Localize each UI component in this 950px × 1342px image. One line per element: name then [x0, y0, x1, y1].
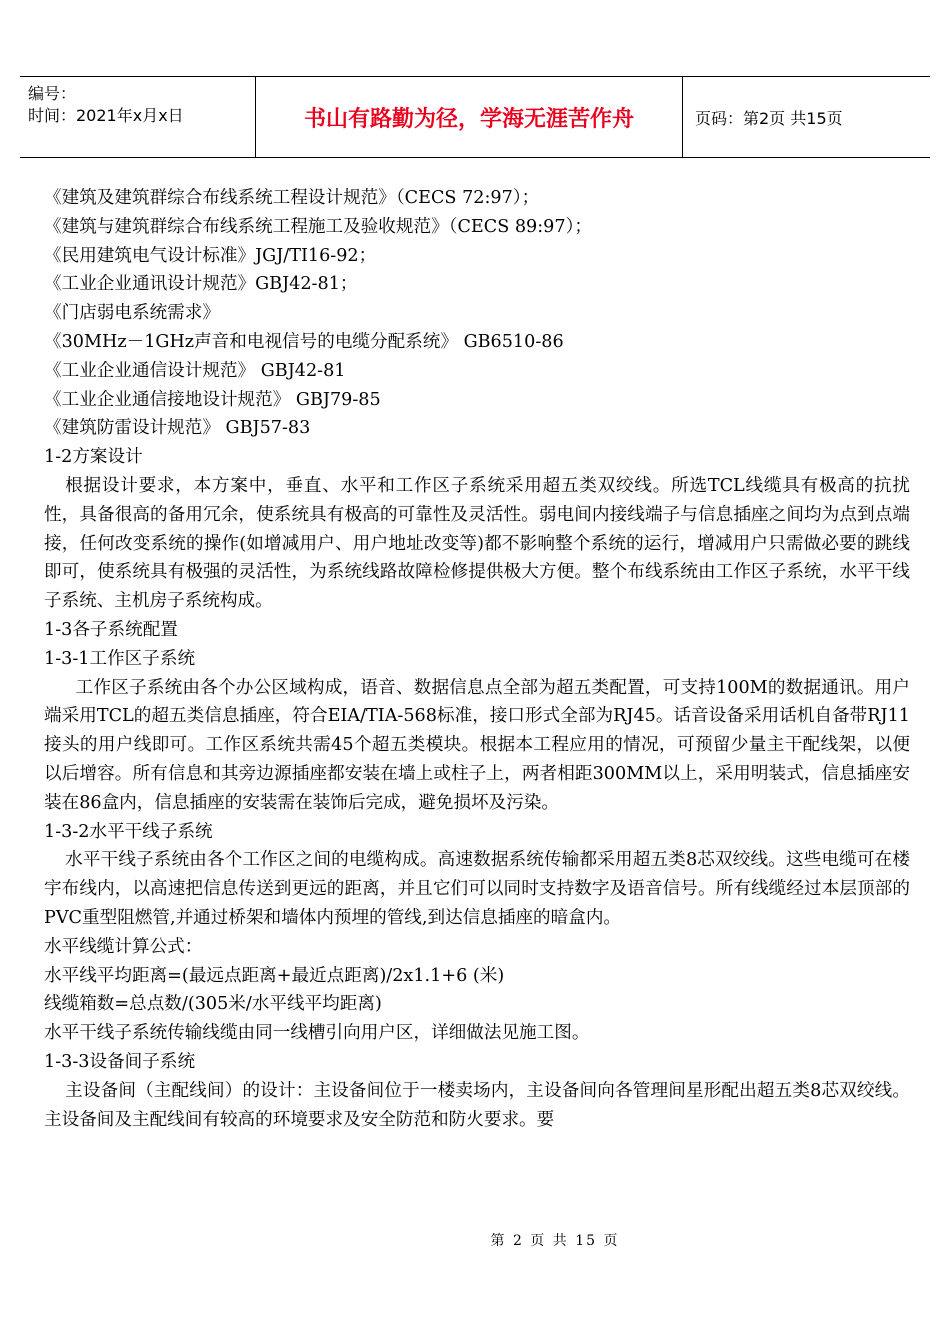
paragraph: 根据设计要求，本方案中，垂直、水平和工作区子系统采用超五类双绞线。所选TCL线缆具有极高的抗扰性，具备很高的备用冗余，使系统具有极高的可靠性及灵活性。弱电间内接线端子与信息插座之间均为点到点端接，任何改变系统的操作(如增减用户、用户地址改变等)都不影响整个系统的运行，增减用户只需做必要的跳线即可，使系统具有极强的灵活性，为系统线路故障检修提供极大方便。整个布线系统由工作区子系统，水平干线子系统、主机房子系统构成。	[44, 475, 910, 612]
document-body	[44, 184, 910, 1134]
header-meta	[20, 77, 256, 157]
formula-title: 水平线缆计算公式：	[44, 936, 203, 957]
paragraph: 主设备间（主配线间）的设计：主设备间位于一楼卖场内，主设备间向各管理间星形配出超五类8芯双绞线。主设备间及主配线间有较高的环境要求及安全防范和防火要求。要	[44, 1080, 910, 1130]
section-heading: 1-3-3设备间子系统	[44, 1051, 196, 1072]
section-heading: 1-3-2水平干线子系统	[44, 821, 213, 842]
reference-line: 《门店弱电系统需求》	[44, 303, 220, 324]
header-motto: 书山有路勤为径，学海无涯苦作舟	[256, 77, 683, 157]
reference-line: 《建筑防雷设计规范》 GBJ57-83	[44, 418, 311, 439]
page-header	[20, 76, 930, 158]
reference-line: 《建筑及建筑群综合布线系统工程设计规范》（CECS 72:97）；	[44, 188, 540, 208]
page-footer: 第 2 页 共 15 页	[490, 1233, 620, 1249]
reference-line: 《工业企业通信设计规范》 GBJ42-81	[44, 360, 346, 381]
reference-line: 《工业企业通讯设计规范》GBJ42-81；	[44, 274, 358, 295]
formula-line: 线缆箱数=总点数/(305米/水平线平均距离)	[44, 994, 382, 1015]
reference-line: 《30MHz－1GHz声音和电视信号的电缆分配系统》 GB6510-86	[44, 331, 564, 352]
section-heading: 1-2方案设计	[44, 447, 143, 468]
paragraph: 水平干线子系统由各个工作区之间的电缆构成。高速数据系统传输都采用超五类8芯双绞线。这些电缆可在楼宇布线内，以高速把信息传送到更远的距离，并且它们可以同时支持数字及语音信号。所有线缆经过本层顶部的PVC重型阻燃管,并通过桥架和墙体内预埋的管线,到达信息插座的暗盒内。	[44, 850, 910, 928]
reference-line: 《建筑与建筑群综合布线系统工程施工及验收规范》（CECS 89:97）；	[44, 216, 592, 237]
formula-line: 水平线平均距离=(最远点距离+最近点距离)/2x1.1+6 (米)	[44, 965, 505, 986]
number-label: 编号：	[28, 84, 77, 103]
time-label: 时间：2021年x月x日	[28, 106, 184, 125]
section-heading: 1-3-1工作区子系统	[44, 648, 196, 669]
reference-line: 《工业企业通信接地设计规范》 GBJ79-85	[44, 389, 381, 410]
paragraph: 工作区子系统由各个办公区域构成，语音、数据信息点全部为超五类配置，可支持100M的数据通讯。用户端采用TCL的超五类信息插座，符合EIA/TIA-568标准，接口形式全部为RJ45。话音设备采用话机自备带RJ11接头的用户线即可。工作区系统共需45个超五类模块。根据本工程应用的情况，可预留少量主干配线架，以便以后增容。所有信息和其旁边源插座都安装在墙上或柱子上，两者相距300MM以上，采用明装式，信息插座安装在86盒内，信息插座的安装需在装饰后完成，避免损坏及污染。	[44, 677, 910, 813]
header-page-number: 页码：第2页 共15页	[695, 108, 843, 128]
section-heading: 1-3各子系统配置	[44, 619, 178, 640]
reference-line: 《民用建筑电气设计标准》JGJ/TI16-92；	[44, 245, 377, 266]
formula-note: 水平干线子系统传输线缆由同一线槽引向用户区，详细做法见施工图。	[44, 1023, 590, 1044]
